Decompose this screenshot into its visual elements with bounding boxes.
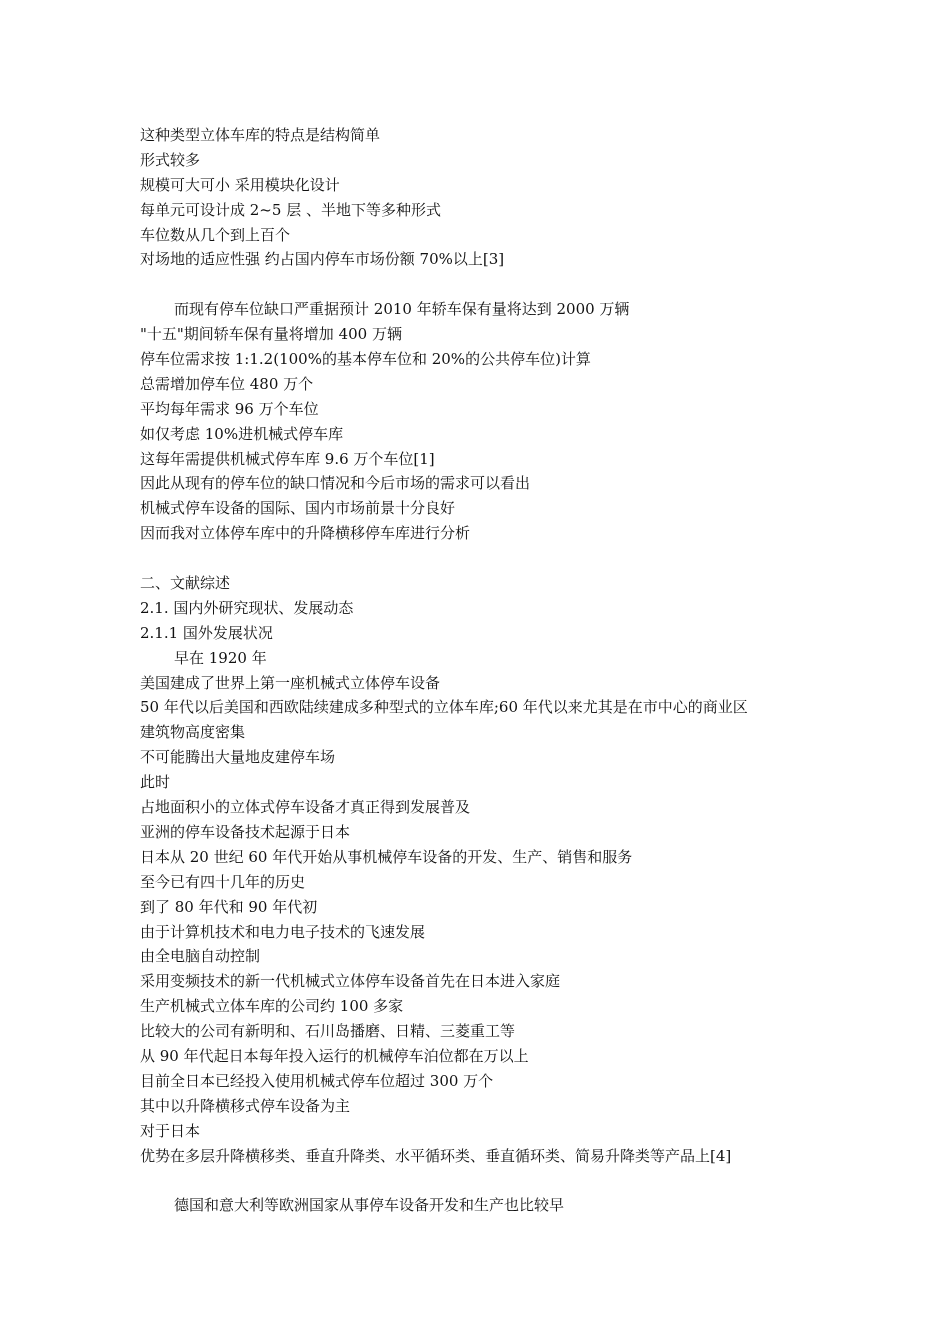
document-body	[140, 123, 820, 1218]
text-line: 由全电脑自动控制	[140, 947, 261, 966]
text-line: 早在 1920 年	[174, 648, 267, 667]
text-line: 采用变频技术的新一代机械式立体停车设备首先在日本进入家庭	[140, 972, 561, 991]
text-line: 到了 80 年代和 90 年代初	[140, 897, 318, 916]
text-line: 优势在多层升降横移类、垂直升降类、水平循环类、垂直循环类、简易升降类等产品上[4]	[140, 1146, 732, 1165]
paragraph-structure-features	[140, 123, 820, 272]
text-line: 不可能腾出大量地皮建停车场	[140, 748, 336, 767]
paragraph-spacer	[140, 546, 820, 571]
text-line: 比较大的公司有新明和、石川岛播磨、日精、三菱重工等	[140, 1022, 516, 1041]
paragraph-spacer	[140, 1168, 820, 1193]
text-line: 平均每年需求 96 万个车位	[140, 399, 319, 418]
text-line: 对场地的适应性强 约占国内停车市场份额 70%以上[3]	[140, 250, 505, 269]
text-line: 目前全日本已经投入使用机械式停车位超过 300 万个	[140, 1071, 494, 1090]
text-line: 建筑物高度密集	[140, 723, 246, 742]
text-line: 其中以升降横移式停车设备为主	[140, 1096, 351, 1115]
text-line: 车位数从几个到上百个	[140, 225, 291, 244]
paragraph-european-development	[140, 1193, 820, 1218]
text-line: 至今已有四十几年的历史	[140, 872, 306, 891]
text-line: 日本从 20 世纪 60 年代开始从事机械停车设备的开发、生产、销售和服务	[140, 847, 633, 866]
text-line: 由于计算机技术和电力电子技术的飞速发展	[140, 922, 426, 941]
subsubsection-heading: 2.1.1 国外发展状况	[140, 623, 273, 642]
text-line: 美国建成了世界上第一座机械式立体停车设备	[140, 673, 441, 692]
text-line: 每单元可设计成 2~5 层 、半地下等多种形式	[140, 200, 441, 219]
paragraph-foreign-development	[140, 646, 820, 1169]
text-line: 50 年代以后美国和西欧陆续建成多种型式的立体车库;60 年代以来尤其是在市中心的商业区	[140, 698, 748, 717]
text-line: 这每年需提供机械式停车库 9.6 万个车位[1]	[140, 449, 435, 468]
text-line: 形式较多	[140, 150, 201, 169]
section-heading: 二、文献综述	[140, 574, 231, 593]
text-line: 机械式停车设备的国际、国内市场前景十分良好	[140, 499, 456, 518]
paragraph-parking-demand	[140, 297, 820, 546]
text-line: "十五"期间轿车保有量将增加 400 万辆	[140, 325, 402, 344]
text-line: 因此从现有的停车位的缺口情况和今后市场的需求可以看出	[140, 474, 531, 493]
text-line: 因而我对立体停车库中的升降横移停车库进行分析	[140, 524, 471, 543]
text-line: 此时	[140, 773, 171, 792]
text-line: 生产机械式立体车库的公司约 100 多家	[140, 997, 404, 1016]
text-line: 停车位需求按 1:1.2(100%的基本停车位和 20%的公共停车位)计算	[140, 350, 591, 369]
text-line: 从 90 年代起日本每年投入运行的机械停车泊位都在万以上	[140, 1046, 529, 1065]
subsection-heading: 2.1. 国内外研究现状、发展动态	[140, 598, 354, 617]
text-line: 总需增加停车位 480 万个	[140, 374, 314, 393]
text-line: 如仅考虑 10%进机械式停车库	[140, 424, 344, 443]
text-line: 而现有停车位缺口严重据预计 2010 年轿车保有量将达到 2000 万辆	[174, 300, 630, 319]
paragraph-spacer	[140, 272, 820, 297]
text-line: 这种类型立体车库的特点是结构简单	[140, 126, 381, 144]
text-line: 占地面积小的立体式停车设备才真正得到发展普及	[140, 798, 471, 817]
text-line: 德国和意大利等欧洲国家从事停车设备开发和生产也比较早	[174, 1196, 565, 1215]
text-line: 规模可大可小 采用模块化设计	[140, 175, 340, 194]
text-line: 对于日本	[140, 1121, 201, 1140]
text-line: 亚洲的停车设备技术起源于日本	[140, 822, 351, 841]
